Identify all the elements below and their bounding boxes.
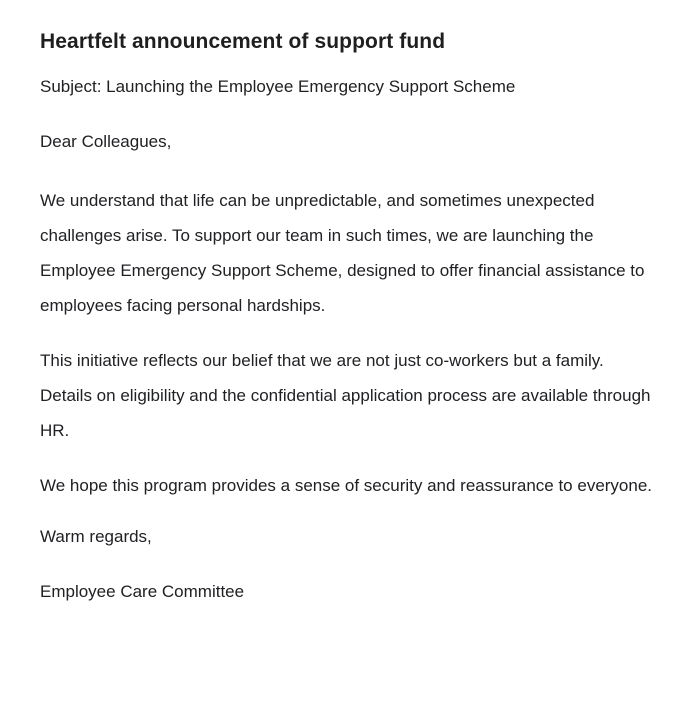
subject-line: Subject: Launching the Employee Emergency Support Scheme <box>40 77 516 96</box>
paragraph-initiative: This initiative reflects our belief that we are not just co-workers but a family. Details on eligibility and the confidential application process are available through HR. <box>40 351 651 440</box>
document-body <box>40 73 660 606</box>
paragraph-intro: We understand that life can be unpredictable, and sometimes unexpected challenges arise. To support our team in such times, we are launching the Employee Emergency Support Scheme, designed to offer financial assistance to employees facing personal hardships. <box>40 191 645 315</box>
closing: Warm regards, <box>40 527 152 546</box>
page-title: Heartfelt announcement of support fund <box>40 30 446 53</box>
salutation: Dear Colleagues, <box>40 132 172 151</box>
signature: Employee Care Committee <box>40 582 245 601</box>
paragraph-hope: We hope this program provides a sense of security and reassurance to everyone. <box>40 476 653 495</box>
